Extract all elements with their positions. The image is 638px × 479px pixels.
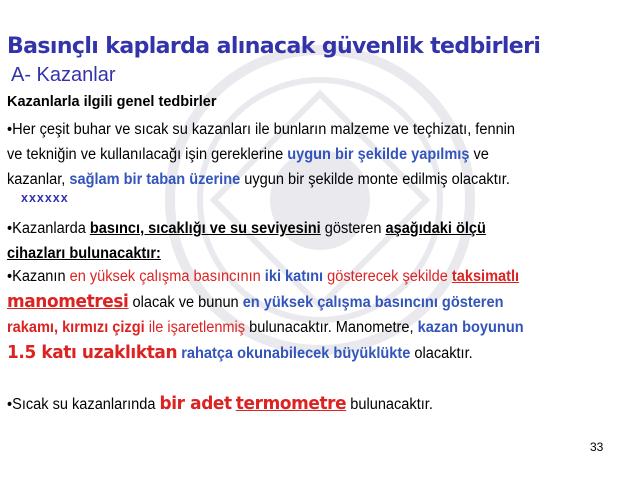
p3-text: olacak ve bunun	[128, 294, 243, 311]
p1-text: ve	[469, 146, 489, 163]
p3-line-4	[7, 340, 524, 366]
p4-big-red: bir adet	[159, 393, 232, 414]
p3-line-2	[7, 289, 524, 315]
p1-highlight: sağlam bir taban üzerine	[69, 171, 241, 188]
p3-text: •Kazanın	[7, 268, 70, 285]
p3-text: olacaktır.	[410, 345, 473, 362]
p4-text: •Sıcak su kazanlarında	[7, 396, 160, 413]
p1-text: ve tekniğin ve kullanılacağı işin gereklerine	[7, 146, 288, 163]
p1-line-3	[7, 167, 515, 192]
slide-subtitle: A- Kazanlar	[11, 64, 116, 86]
p2-emphasis: basıncı, sıcaklığı ve su seviyesini	[89, 220, 321, 237]
p4-line-1	[7, 391, 433, 417]
placeholder-text: xxxxxx	[21, 191, 69, 205]
p3-red: en yüksek çalışma basıncının	[69, 268, 261, 285]
p2-line-1	[7, 216, 486, 241]
p2-text: gösteren	[320, 220, 386, 237]
p1-line-2	[7, 142, 515, 167]
p1-line-1: •Her çeşit buhar ve sıcak su kazanları ile bunların malzeme ve teçhizatı, fennin	[7, 121, 516, 138]
paragraph-3	[7, 264, 524, 366]
p1-highlight: uygun bir şekilde yapılmış	[287, 146, 470, 163]
p3-red: gösterecek şekilde	[323, 268, 452, 285]
p3-blue: kazan boyunun	[417, 319, 524, 336]
p4-text: bulunacaktır.	[346, 396, 433, 413]
paragraph-1	[7, 117, 515, 192]
paragraph-4	[7, 391, 433, 417]
p3-red: ile işaretlenmiş	[144, 319, 246, 336]
p3-blue: en yüksek çalışma basıncını gösteren	[242, 294, 504, 311]
slide-title: Basınçlı kaplarda alınacak güvenlik tedbirleri	[7, 34, 541, 59]
p3-line-1	[7, 264, 524, 289]
p3-red-bold: taksimatlı	[451, 268, 520, 285]
p2-emphasis: aşağıdaki ölçü	[385, 220, 486, 237]
p2-text: •Kazanlarda	[7, 220, 90, 237]
p3-text: bulunacaktır. Manometre,	[245, 319, 418, 336]
page-number: 33	[590, 440, 604, 454]
p3-big-red: 1.5 katı uzaklıktan	[7, 342, 178, 363]
p3-blue: rahatça okunabilecek büyüklükte	[177, 345, 411, 362]
p3-blue: iki katını	[260, 268, 324, 285]
p3-red-bold: rakamı, kırmızı çizgi	[7, 319, 145, 336]
section-heading: Kazanlarla ilgili genel tedbirler	[7, 94, 217, 110]
p3-line-3	[7, 315, 524, 340]
p4-big-red: termometre	[235, 393, 347, 414]
p1-text: kazanlar,	[7, 171, 70, 188]
paragraph-2	[7, 216, 486, 266]
p3-big-red: manometresi	[7, 291, 129, 312]
p1-text: uygun bir şekilde monte edilmiş olacaktır.	[240, 171, 510, 188]
p2-line-2: cihazları bulunacaktır:	[7, 245, 161, 262]
